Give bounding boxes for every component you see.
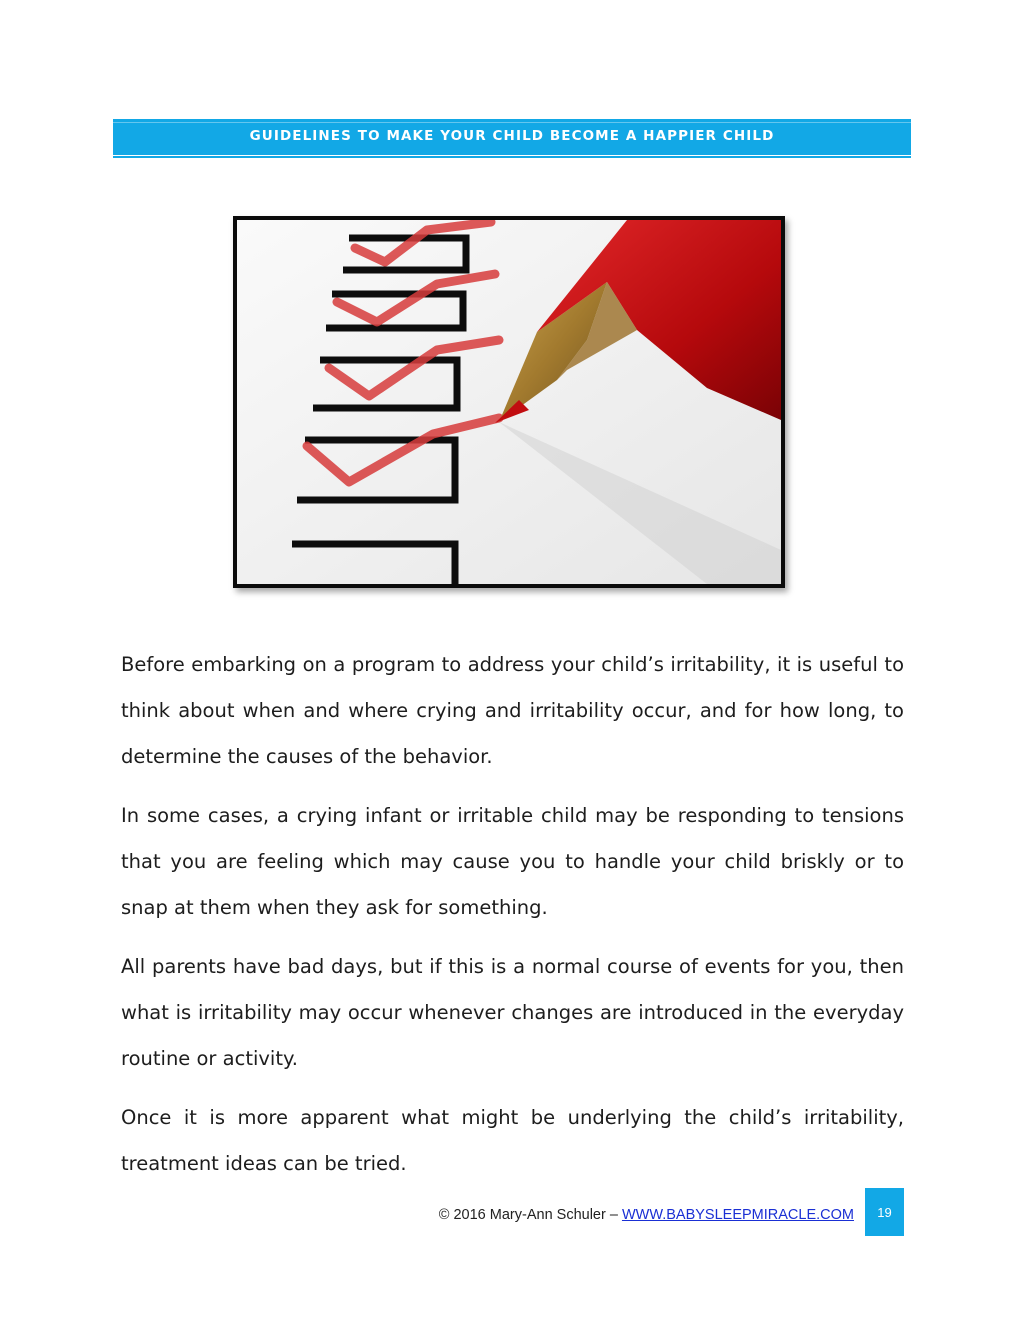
page-number-badge (865, 1188, 904, 1236)
footer-copyright: © 2016 Mary-Ann Schuler – (438, 1207, 622, 1223)
page-header-title: GUIDELINES TO MAKE YOUR CHILD BECOME A HAPPIER CHILD (249, 128, 775, 144)
paragraph: In some cases, a crying infant or irritable child may be responding to tensions that you are feeling which may cause you to handle your child briskly or to snap at them when they ask for something. (121, 804, 904, 919)
paragraph: Once it is more apparent what might be underlying the child’s irritability, treatment ideas can be tried. (121, 1106, 904, 1175)
header-band (113, 119, 911, 155)
website-link[interactable]: WWW.BABYSLEEPMIRACLE.COM (621, 1207, 854, 1223)
checklist-illustration (237, 220, 781, 584)
paragraph: Before embarking on a program to address your child’s irritability, it is useful to think about when and where crying and irritability occur, and for how long, to determine the causes of the behavior. (121, 653, 904, 768)
page-number: 19 (877, 1204, 892, 1220)
body-text (121, 642, 904, 1200)
checklist-image (233, 216, 785, 588)
paragraph: All parents have bad days, but if this is a normal course of events for you, then what is irritability may occur whenever changes are introduced in the everyday routine or activity. (121, 955, 904, 1070)
header-band-highlight (113, 122, 911, 123)
footer (439, 1207, 854, 1223)
